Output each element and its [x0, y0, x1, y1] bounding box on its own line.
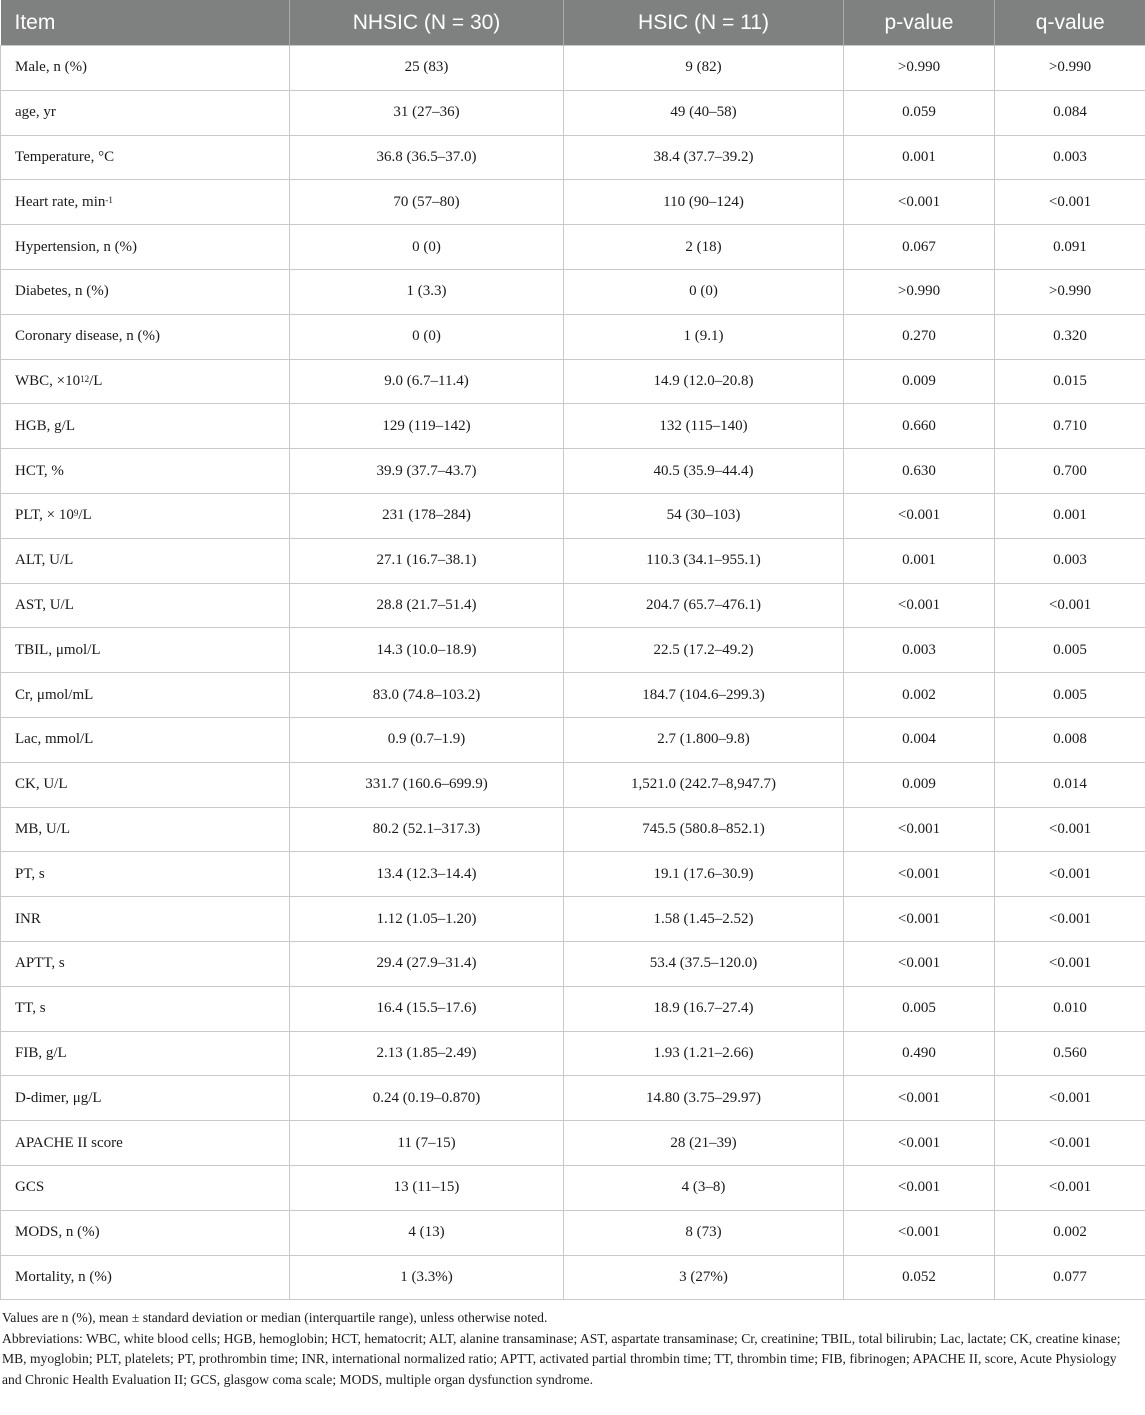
values-note: Values are n (%), mean ± standard deviation or median (interquartile range), unless otherwise noted. — [2, 1310, 548, 1326]
cell-item — [1, 269, 290, 314]
table-row — [1, 269, 1145, 314]
cell-item — [1, 1031, 290, 1076]
table-row — [1, 1210, 1145, 1255]
cell-p-value: 0.009 — [844, 359, 995, 404]
cell-p-value: <0.001 — [844, 852, 995, 897]
table-row — [1, 225, 1145, 270]
cell-nhsic: 1 (3.3) — [290, 269, 564, 314]
header-hsic: HSIC (N = 11) — [564, 0, 844, 46]
header-item: Item — [1, 0, 290, 46]
cell-p-value: <0.001 — [844, 1165, 995, 1210]
cell-nhsic: 80.2 (52.1–317.3) — [290, 807, 564, 852]
item-label: WBC, ×10 — [15, 372, 81, 389]
cell-hsic: 9 (82) — [564, 46, 844, 91]
cell-q-value: 0.084 — [995, 90, 1145, 135]
table-row — [1, 762, 1145, 807]
cell-q-value: 0.015 — [995, 359, 1145, 404]
table-row — [1, 673, 1145, 718]
cell-hsic: 3 (27%) — [564, 1255, 844, 1300]
table-row — [1, 986, 1145, 1031]
table-header — [1, 0, 1145, 46]
item-label: Diabetes, n (%) — [15, 283, 109, 300]
item-label: D-dimer, μg/L — [15, 1089, 102, 1106]
cell-q-value: 0.077 — [995, 1255, 1145, 1300]
cell-hsic: 49 (40–58) — [564, 90, 844, 135]
item-label: INR — [15, 910, 41, 927]
cell-p-value: 0.001 — [844, 135, 995, 180]
cell-item — [1, 314, 290, 359]
header-nhsic: NHSIC (N = 30) — [290, 0, 564, 46]
cell-p-value: <0.001 — [844, 807, 995, 852]
table-row — [1, 1165, 1145, 1210]
cell-hsic: 14.9 (12.0–20.8) — [564, 359, 844, 404]
item-label: HCT, % — [15, 462, 64, 479]
cell-nhsic: 11 (7–15) — [290, 1121, 564, 1166]
cell-q-value: 0.001 — [995, 493, 1145, 538]
cell-item — [1, 1121, 290, 1166]
item-label: Coronary disease, n (%) — [15, 328, 160, 345]
table-row — [1, 807, 1145, 852]
cell-hsic: 40.5 (35.9–44.4) — [564, 449, 844, 494]
cell-p-value: <0.001 — [844, 493, 995, 538]
cell-item — [1, 1210, 290, 1255]
cell-hsic: 14.80 (3.75–29.97) — [564, 1076, 844, 1121]
cell-p-value: 0.003 — [844, 628, 995, 673]
cell-q-value: 0.320 — [995, 314, 1145, 359]
cell-nhsic: 13.4 (12.3–14.4) — [290, 852, 564, 897]
cell-item — [1, 762, 290, 807]
cell-p-value: 0.001 — [844, 538, 995, 583]
cell-hsic: 1.93 (1.21–2.66) — [564, 1031, 844, 1076]
table-row — [1, 628, 1145, 673]
table-row — [1, 717, 1145, 762]
cell-nhsic: 31 (27–36) — [290, 90, 564, 135]
cell-q-value: 0.005 — [995, 628, 1145, 673]
cell-q-value: 0.003 — [995, 538, 1145, 583]
cell-nhsic: 13 (11–15) — [290, 1165, 564, 1210]
cell-p-value: 0.270 — [844, 314, 995, 359]
cell-p-value: <0.001 — [844, 1076, 995, 1121]
cell-item — [1, 449, 290, 494]
cell-p-value: 0.004 — [844, 717, 995, 762]
table-row — [1, 493, 1145, 538]
cell-nhsic: 2.13 (1.85–2.49) — [290, 1031, 564, 1076]
cell-q-value: 0.008 — [995, 717, 1145, 762]
cell-q-value: <0.001 — [995, 1076, 1145, 1121]
item-label-suffix: /L — [89, 372, 103, 389]
cell-q-value: <0.001 — [995, 897, 1145, 942]
cell-hsic: 54 (30–103) — [564, 493, 844, 538]
cell-nhsic: 28.8 (21.7–51.4) — [290, 583, 564, 628]
cell-nhsic: 0 (0) — [290, 225, 564, 270]
cell-q-value: 0.560 — [995, 1031, 1145, 1076]
cell-hsic: 8 (73) — [564, 1210, 844, 1255]
cell-nhsic: 14.3 (10.0–18.9) — [290, 628, 564, 673]
table-row — [1, 359, 1145, 404]
item-label: MODS, n (%) — [15, 1224, 100, 1241]
header-q-value: q-value — [995, 0, 1145, 46]
item-label: Heart rate, min — [15, 193, 106, 210]
cell-item — [1, 1165, 290, 1210]
cell-hsic: 745.5 (580.8–852.1) — [564, 807, 844, 852]
cell-q-value: <0.001 — [995, 941, 1145, 986]
cell-item — [1, 807, 290, 852]
item-label: Cr, μmol/mL — [15, 686, 94, 703]
cell-q-value: >0.990 — [995, 46, 1145, 91]
cell-item — [1, 46, 290, 91]
table-row — [1, 314, 1145, 359]
header-row — [1, 0, 1145, 46]
cell-hsic: 2.7 (1.800–9.8) — [564, 717, 844, 762]
cell-item — [1, 986, 290, 1031]
cell-nhsic: 129 (119–142) — [290, 404, 564, 449]
cell-nhsic: 9.0 (6.7–11.4) — [290, 359, 564, 404]
item-label: Lac, mmol/L — [15, 731, 94, 748]
cell-p-value: 0.002 — [844, 673, 995, 718]
item-label: PT, s — [15, 865, 45, 882]
table-body — [1, 46, 1145, 1300]
cell-q-value: >0.990 — [995, 269, 1145, 314]
table-row — [1, 46, 1145, 91]
cell-p-value: 0.059 — [844, 90, 995, 135]
cell-nhsic: 29.4 (27.9–31.4) — [290, 941, 564, 986]
item-label: HGB, g/L — [15, 417, 75, 434]
cell-nhsic: 83.0 (74.8–103.2) — [290, 673, 564, 718]
cell-item — [1, 1255, 290, 1300]
item-label: APACHE II score — [15, 1134, 123, 1151]
cell-q-value: 0.710 — [995, 404, 1145, 449]
table-row — [1, 583, 1145, 628]
table-row — [1, 1121, 1145, 1166]
abbreviations-note: Abbreviations: WBC, white blood cells; HGB, hemoglobin; HCT, hematocrit; ALT, alanine transaminase; AST, aspartate transaminase; Cr, creatinine; TBIL, total bilirubin; Lac, lactate; CK, creatine kinase; MB, myoglobin; PLT, platelets; PT, prothrombin time; INR, international normalized ratio; APTT, activated partial thrombin time; TT, thrombin time; FIB, fibrinogen; APACHE II, score, Acute Physiology and Chronic Health Evaluation II; GCS, glasgow coma scale; MODS, multiple organ dysfunction syndrome. — [2, 1330, 1121, 1387]
item-label: Male, n (%) — [15, 59, 88, 76]
cell-nhsic: 70 (57–80) — [290, 180, 564, 225]
cell-q-value: 0.010 — [995, 986, 1145, 1031]
cell-p-value: <0.001 — [844, 180, 995, 225]
cell-item — [1, 538, 290, 583]
cell-hsic: 132 (115–140) — [564, 404, 844, 449]
cell-hsic: 1,521.0 (242.7–8,947.7) — [564, 762, 844, 807]
cell-hsic: 28 (21–39) — [564, 1121, 844, 1166]
item-label: Mortality, n (%) — [15, 1268, 112, 1285]
cell-q-value: <0.001 — [995, 583, 1145, 628]
cell-p-value: 0.630 — [844, 449, 995, 494]
cell-p-value: <0.001 — [844, 583, 995, 628]
cell-item — [1, 225, 290, 270]
table-row — [1, 135, 1145, 180]
cell-item — [1, 359, 290, 404]
item-label: TT, s — [15, 1000, 46, 1017]
cell-q-value: 0.005 — [995, 673, 1145, 718]
cell-hsic: 18.9 (16.7–27.4) — [564, 986, 844, 1031]
header-p-value: p-value — [844, 0, 995, 46]
cell-nhsic: 231 (178–284) — [290, 493, 564, 538]
cell-q-value: <0.001 — [995, 807, 1145, 852]
item-label: FIB, g/L — [15, 1044, 67, 1061]
cell-item — [1, 717, 290, 762]
table-row — [1, 1076, 1145, 1121]
item-label: Hypertension, n (%) — [15, 238, 138, 255]
table-row — [1, 90, 1145, 135]
cell-item — [1, 493, 290, 538]
cell-q-value: 0.091 — [995, 225, 1145, 270]
cell-item — [1, 180, 290, 225]
cell-q-value: 0.003 — [995, 135, 1145, 180]
cell-hsic: 110.3 (34.1–955.1) — [564, 538, 844, 583]
cell-p-value: 0.005 — [844, 986, 995, 1031]
cell-q-value: <0.001 — [995, 1121, 1145, 1166]
cell-item — [1, 941, 290, 986]
cell-q-value: <0.001 — [995, 1165, 1145, 1210]
item-label: age, yr — [15, 104, 56, 121]
cell-item — [1, 90, 290, 135]
item-label: TBIL, μmol/L — [15, 641, 101, 658]
table-row — [1, 1031, 1145, 1076]
cell-p-value: 0.490 — [844, 1031, 995, 1076]
item-label: PLT, × 10 — [15, 507, 74, 524]
cell-hsic: 1.58 (1.45–2.52) — [564, 897, 844, 942]
table-row — [1, 897, 1145, 942]
cell-p-value: <0.001 — [844, 1121, 995, 1166]
item-superscript: 9 — [73, 508, 79, 519]
item-label: CK, U/L — [15, 776, 68, 793]
item-superscript: 12 — [80, 373, 90, 384]
item-label: ALT, U/L — [15, 552, 74, 569]
item-label: Temperature, °C — [15, 148, 115, 165]
cell-q-value: 0.700 — [995, 449, 1145, 494]
cell-hsic: 4 (3–8) — [564, 1165, 844, 1210]
item-superscript: -1 — [105, 194, 113, 205]
cell-hsic: 1 (9.1) — [564, 314, 844, 359]
cell-hsic: 38.4 (37.7–39.2) — [564, 135, 844, 180]
cell-hsic: 22.5 (17.2–49.2) — [564, 628, 844, 673]
cell-nhsic: 331.7 (160.6–699.9) — [290, 762, 564, 807]
table-row — [1, 180, 1145, 225]
cell-p-value: <0.001 — [844, 941, 995, 986]
cell-nhsic: 4 (13) — [290, 1210, 564, 1255]
cell-p-value: >0.990 — [844, 46, 995, 91]
cell-nhsic: 16.4 (15.5–17.6) — [290, 986, 564, 1031]
cell-q-value: <0.001 — [995, 852, 1145, 897]
cell-nhsic: 0 (0) — [290, 314, 564, 359]
cell-q-value: <0.001 — [995, 180, 1145, 225]
table-footnotes — [0, 1300, 1145, 1390]
cell-p-value: <0.001 — [844, 1210, 995, 1255]
cell-p-value: 0.052 — [844, 1255, 995, 1300]
table-row — [1, 404, 1145, 449]
cell-hsic: 204.7 (65.7–476.1) — [564, 583, 844, 628]
cell-hsic: 184.7 (104.6–299.3) — [564, 673, 844, 718]
cell-hsic: 110 (90–124) — [564, 180, 844, 225]
cell-nhsic: 25 (83) — [290, 46, 564, 91]
cell-hsic: 19.1 (17.6–30.9) — [564, 852, 844, 897]
cell-p-value: 0.067 — [844, 225, 995, 270]
cell-item — [1, 628, 290, 673]
cell-q-value: 0.002 — [995, 1210, 1145, 1255]
cell-hsic: 53.4 (37.5–120.0) — [564, 941, 844, 986]
item-label-suffix: /L — [78, 507, 92, 524]
cell-nhsic: 0.24 (0.19–0.870) — [290, 1076, 564, 1121]
cell-item — [1, 1076, 290, 1121]
cell-hsic: 0 (0) — [564, 269, 844, 314]
table-row — [1, 1255, 1145, 1300]
cell-p-value: 0.660 — [844, 404, 995, 449]
cell-p-value: >0.990 — [844, 269, 995, 314]
cell-p-value: <0.001 — [844, 897, 995, 942]
table-row — [1, 852, 1145, 897]
cell-nhsic: 1.12 (1.05–1.20) — [290, 897, 564, 942]
cell-nhsic: 27.1 (16.7–38.1) — [290, 538, 564, 583]
cell-item — [1, 404, 290, 449]
cell-item — [1, 852, 290, 897]
cell-p-value: 0.009 — [844, 762, 995, 807]
cell-nhsic: 39.9 (37.7–43.7) — [290, 449, 564, 494]
item-label: MB, U/L — [15, 820, 71, 837]
cell-q-value: 0.014 — [995, 762, 1145, 807]
table-row — [1, 941, 1145, 986]
item-label: AST, U/L — [15, 596, 74, 613]
cell-nhsic: 0.9 (0.7–1.9) — [290, 717, 564, 762]
cell-nhsic: 36.8 (36.5–37.0) — [290, 135, 564, 180]
cell-item — [1, 583, 290, 628]
table-row — [1, 449, 1145, 494]
cell-item — [1, 673, 290, 718]
item-label: GCS — [15, 1179, 45, 1196]
cell-nhsic: 1 (3.3%) — [290, 1255, 564, 1300]
table-row — [1, 538, 1145, 583]
cell-item — [1, 897, 290, 942]
item-label: APTT, s — [15, 955, 65, 972]
cell-hsic: 2 (18) — [564, 225, 844, 270]
cell-item — [1, 135, 290, 180]
